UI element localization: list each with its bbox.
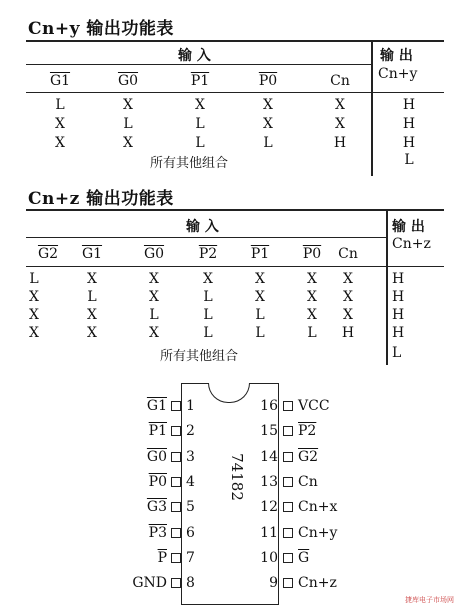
- table1-output-header: 输 出: [380, 48, 413, 64]
- table1-output-name: Cn+y: [378, 66, 418, 82]
- table2-col-header: G1: [81, 246, 103, 262]
- pin-box: [283, 578, 293, 588]
- table1-title: Cn+y 输出功能表: [28, 19, 174, 39]
- table1-col-header: P0: [258, 73, 278, 89]
- pin-label: Cn+y: [298, 524, 338, 541]
- pin-number: 10: [260, 549, 278, 566]
- table2-cell: X: [87, 325, 97, 341]
- table1-cell: L: [263, 135, 273, 151]
- table1-cell: L: [195, 116, 205, 132]
- table2-cell: L: [203, 325, 213, 341]
- table1-output-cell: H: [402, 116, 416, 132]
- table2-cell: X: [307, 289, 317, 305]
- table2-cell: L: [307, 325, 317, 341]
- table2-cell: L: [87, 289, 97, 305]
- table1-output-divider: [371, 40, 373, 176]
- table1-cell: X: [55, 135, 65, 151]
- table2-cell: X: [87, 307, 97, 323]
- table1-cell: X: [263, 116, 273, 132]
- table2-cell: X: [343, 271, 353, 287]
- table1-cell: L: [123, 116, 133, 132]
- table2-cell: X: [29, 307, 39, 323]
- pin-label: G2: [298, 448, 319, 465]
- pin-box: [283, 553, 293, 563]
- pin-label: VCC: [298, 398, 330, 414]
- table2-col-header: G0: [143, 246, 165, 262]
- table2-cell: L: [149, 307, 159, 323]
- pin-label: P2: [298, 423, 317, 440]
- pin-label: Cn: [298, 473, 318, 490]
- table2-cell: X: [29, 289, 39, 305]
- table1-cell: X: [55, 116, 65, 132]
- table1-header-rule: [26, 64, 371, 65]
- table2-output-cell: H: [392, 271, 405, 287]
- table2-output-name: Cn+z: [392, 236, 431, 252]
- pin-number: 5: [186, 499, 195, 516]
- table1-cell: L: [55, 97, 65, 113]
- table1-output-cell: H: [402, 135, 416, 151]
- pin-number: 9: [269, 575, 278, 592]
- table2-output-header: 输 出: [392, 219, 425, 235]
- pin-label: G0: [146, 448, 167, 465]
- table1-cell: X: [123, 97, 133, 113]
- table2-header-rule: [26, 237, 386, 238]
- table1-other-label: 所有其他组合: [150, 156, 229, 171]
- table2-col-header: P0: [302, 246, 322, 262]
- table1-cell: X: [263, 97, 273, 113]
- pin-box: [283, 502, 293, 512]
- pin-box: [171, 528, 181, 538]
- pin-number: 15: [260, 423, 278, 440]
- table2-cell: X: [149, 289, 159, 305]
- table1-column-rule: [26, 92, 444, 93]
- pin-number: 12: [260, 499, 278, 516]
- pin-label: Cn+x: [298, 499, 338, 516]
- pin-box: [283, 477, 293, 487]
- table2-cell: X: [203, 271, 213, 287]
- pin-number: 7: [186, 549, 195, 566]
- pin-label: G3: [146, 499, 167, 516]
- chip-name: 74182: [227, 453, 246, 501]
- table1-top-rule: [26, 40, 444, 42]
- pin-number: 1: [186, 398, 195, 414]
- table2-output-cell: H: [392, 289, 405, 305]
- pin-number: 8: [186, 575, 195, 592]
- pin-number: 13: [260, 473, 278, 490]
- pin-box: [171, 553, 181, 563]
- table1-input-header: 输 入: [178, 48, 211, 64]
- table2-cell: H: [341, 325, 355, 341]
- pin-label: Cn+z: [298, 575, 337, 592]
- table2-other-output: L: [392, 345, 402, 361]
- table2-cell: L: [255, 325, 265, 341]
- table2-cell: X: [255, 271, 265, 287]
- table2-cell: X: [87, 271, 97, 287]
- table2-cell: L: [203, 307, 213, 323]
- watermark: 捷库电子市场网: [405, 596, 454, 604]
- table2-cell: X: [29, 325, 39, 341]
- pin-box: [171, 477, 181, 487]
- table1-col-header: P1: [190, 73, 210, 89]
- table2-col-header: P2: [198, 246, 218, 262]
- pin-label: P3: [148, 524, 167, 541]
- table1-cell: X: [123, 135, 133, 151]
- pin-box: [171, 452, 181, 462]
- table1-col-header: G0: [117, 73, 139, 89]
- table2-column-rule: [26, 266, 444, 267]
- table1-other-output: L: [404, 152, 414, 168]
- table2-cell: L: [255, 307, 265, 323]
- table2-col-header: P1: [250, 246, 270, 262]
- table2-cell: L: [29, 271, 39, 287]
- pin-number: 3: [186, 448, 195, 465]
- pin-label: P1: [148, 423, 167, 440]
- table1-cell: X: [195, 97, 205, 113]
- pin-label: GND: [132, 575, 167, 592]
- pin-box: [283, 426, 293, 436]
- table2-cell: X: [343, 307, 353, 323]
- table1-cell: H: [333, 135, 347, 151]
- table2-cell: X: [149, 325, 159, 341]
- pin-box: [171, 502, 181, 512]
- pin-label: $\overline{G}$: [298, 549, 310, 566]
- pin-box: [171, 578, 181, 588]
- pin-label: G1: [146, 398, 167, 414]
- pin-number: 11: [260, 524, 278, 541]
- pin-number: 2: [186, 423, 195, 440]
- table2-cell: X: [307, 271, 317, 287]
- table2-cell: X: [307, 307, 317, 323]
- pin-number: 6: [186, 524, 195, 541]
- table2-col-header: G2: [37, 246, 59, 262]
- pin-label: P0: [148, 473, 167, 490]
- pin-box: [283, 452, 293, 462]
- table1-cell: X: [335, 116, 345, 132]
- pin-box: [283, 528, 293, 538]
- pin-number: 14: [260, 448, 278, 465]
- table2-title: Cn+z 输出功能表: [28, 189, 174, 209]
- table1-cell: X: [335, 97, 345, 113]
- table2-cell: X: [343, 289, 353, 305]
- pin-number: 4: [186, 473, 195, 490]
- table2-cell: L: [203, 289, 213, 305]
- pin-number: 16: [260, 398, 278, 414]
- table2-top-rule: [26, 209, 444, 211]
- table1-cell: L: [195, 135, 205, 151]
- table2-output-divider: [386, 209, 388, 365]
- pin-label: $\overline{P}$: [157, 549, 167, 566]
- table2-input-header: 输 入: [186, 219, 219, 235]
- pin-box: [171, 426, 181, 436]
- table2-cell: X: [149, 271, 159, 287]
- table2-other-label: 所有其他组合: [160, 349, 239, 364]
- pin-box: [283, 401, 293, 411]
- table1-col-header: G1: [49, 73, 71, 89]
- table1-output-cell: H: [402, 97, 416, 113]
- table2-output-cell: H: [392, 325, 405, 341]
- table1-col-header: Cn: [330, 73, 350, 89]
- table2-col-header: Cn: [338, 246, 358, 262]
- table2-cell: X: [255, 289, 265, 305]
- table2-output-cell: H: [392, 307, 405, 323]
- pin-box: [171, 401, 181, 411]
